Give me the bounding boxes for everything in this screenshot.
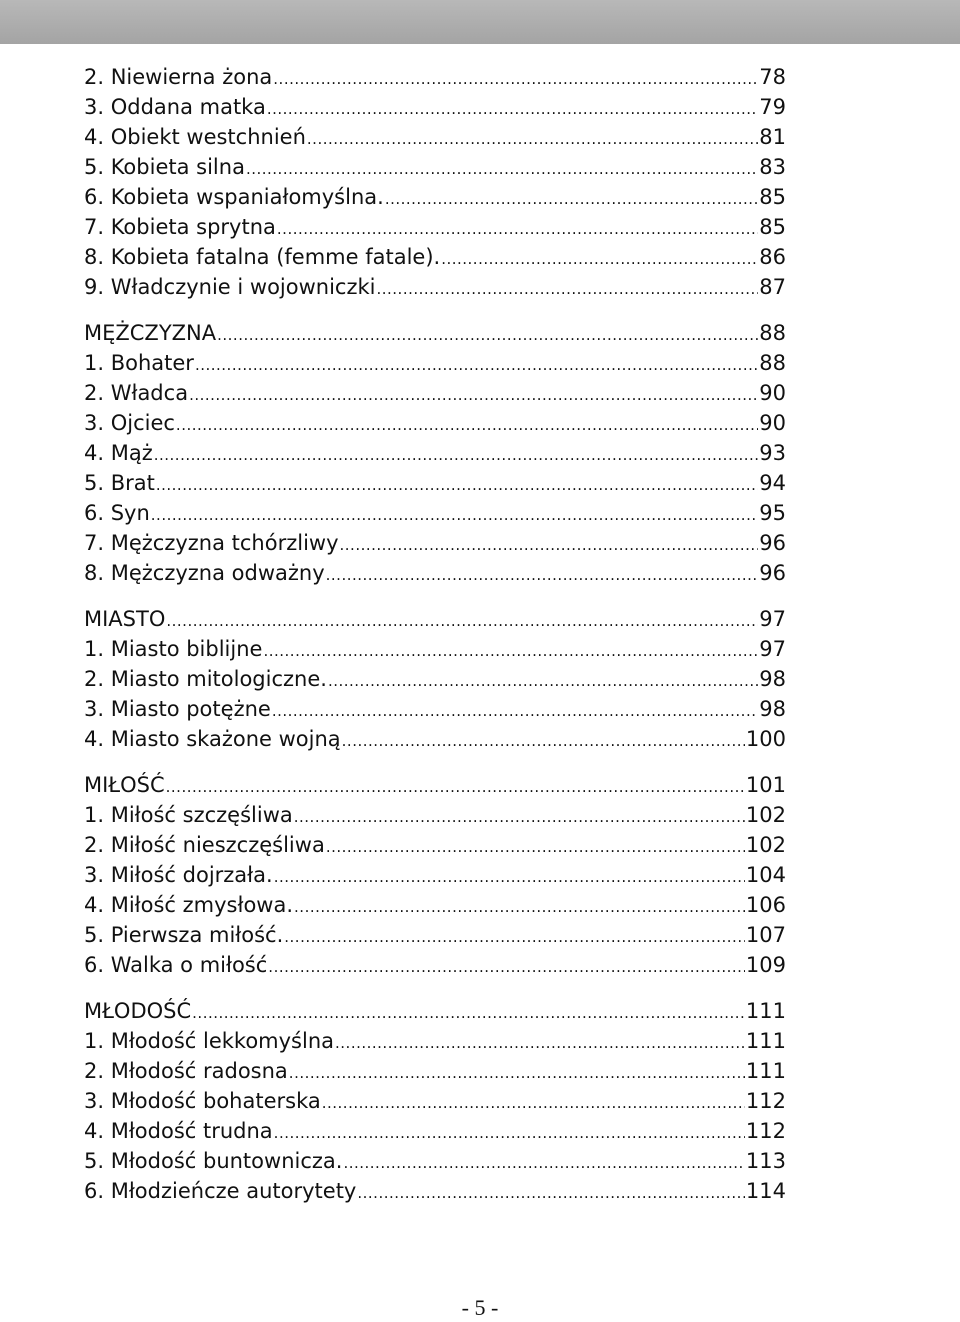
toc-entry-page: 102 xyxy=(745,833,786,857)
toc-entry xyxy=(84,1176,786,1206)
dot-leader xyxy=(166,604,758,636)
toc-entry xyxy=(84,664,786,694)
toc-section xyxy=(84,996,786,1206)
toc-entry-label: 3. Oddana matka xyxy=(84,95,266,119)
toc-entry-label: MŁODOŚĆ xyxy=(84,999,192,1023)
toc-entry-page: 97 xyxy=(759,637,786,661)
toc-entry-label: 1. Miłość szczęśliwa xyxy=(84,803,293,827)
dot-leader xyxy=(156,468,758,500)
table-of-contents xyxy=(84,62,786,1222)
dot-leader xyxy=(274,1116,745,1148)
dot-leader xyxy=(340,528,759,560)
dot-leader xyxy=(154,438,759,470)
toc-entry xyxy=(84,800,786,830)
toc-entry xyxy=(84,378,786,408)
toc-entry xyxy=(84,348,786,378)
toc-entry-label: 5. Pierwsza miłość. xyxy=(84,923,284,947)
toc-entry-page: 90 xyxy=(759,411,786,435)
toc-entry xyxy=(84,408,786,438)
toc-entry-label: 5. Brat xyxy=(84,471,155,495)
toc-entry-label: 2. Młodość radosna xyxy=(84,1059,288,1083)
toc-entry xyxy=(84,558,786,588)
toc-entry-label: 6. Kobieta wspaniałomyślna. xyxy=(84,185,384,209)
toc-section xyxy=(84,62,786,302)
dot-leader xyxy=(294,890,745,922)
dot-leader xyxy=(274,860,745,892)
dot-leader xyxy=(189,378,758,410)
toc-entry xyxy=(84,272,786,302)
toc-entry-page: 79 xyxy=(759,95,786,119)
dot-leader xyxy=(263,634,758,666)
toc-entry-label: 5. Młodość buntownicza. xyxy=(84,1149,343,1173)
toc-entry-label: 3. Miłość dojrzała. xyxy=(84,863,273,887)
toc-entry-page: 93 xyxy=(759,441,786,465)
toc-entry-label: MIASTO xyxy=(84,607,166,631)
toc-entry-label: 4. Mąż xyxy=(84,441,153,465)
toc-entry-label: 6. Walka o miłość xyxy=(84,953,268,977)
dot-leader xyxy=(176,408,758,440)
toc-entry xyxy=(84,770,786,800)
toc-entry-label: 4. Obiekt westchnień xyxy=(84,125,306,149)
toc-entry-page: 94 xyxy=(759,471,786,495)
toc-entry-page: 87 xyxy=(759,275,786,299)
toc-entry-label: 6. Młodzieńcze autorytety xyxy=(84,1179,357,1203)
top-bar xyxy=(0,0,960,44)
toc-entry xyxy=(84,724,786,754)
toc-entry xyxy=(84,1116,786,1146)
toc-entry-page: 112 xyxy=(745,1089,786,1113)
toc-entry-page: 86 xyxy=(759,245,786,269)
toc-entry-label: 9. Władczynie i wojowniczki xyxy=(84,275,376,299)
dot-leader xyxy=(192,996,745,1028)
toc-entry-label: MIŁOŚĆ xyxy=(84,773,165,797)
toc-entry-page: 113 xyxy=(745,1149,786,1173)
dot-leader xyxy=(322,1086,745,1118)
toc-entry-page: 101 xyxy=(745,773,786,797)
toc-entry xyxy=(84,528,786,558)
toc-section xyxy=(84,770,786,980)
dot-leader xyxy=(267,92,758,124)
toc-entry-page: 85 xyxy=(759,185,786,209)
toc-entry-label: MĘŻCZYZNA xyxy=(84,321,217,345)
toc-entry-page: 97 xyxy=(759,607,786,631)
toc-entry-page: 98 xyxy=(759,667,786,691)
toc-entry-page: 96 xyxy=(759,531,786,555)
dot-leader xyxy=(284,920,745,952)
toc-entry-page: 81 xyxy=(759,125,786,149)
toc-entry-label: 1. Młodość lekkomyślna xyxy=(84,1029,335,1053)
toc-entry-page: 104 xyxy=(745,863,786,887)
toc-entry xyxy=(84,92,786,122)
toc-entry xyxy=(84,1056,786,1086)
toc-entry-label: 8. Kobieta fatalna (femme fatale). xyxy=(84,245,441,269)
toc-entry-page: 107 xyxy=(745,923,786,947)
toc-entry-label: 3. Miasto potężne xyxy=(84,697,271,721)
toc-entry-page: 88 xyxy=(759,321,786,345)
toc-entry-label: 4. Miłość zmysłowa. xyxy=(84,893,294,917)
toc-entry-page: 112 xyxy=(745,1119,786,1143)
toc-entry-page: 96 xyxy=(759,561,786,585)
toc-entry xyxy=(84,122,786,152)
toc-entry-page: 111 xyxy=(745,1059,786,1083)
toc-entry-label: 7. Kobieta sprytna xyxy=(84,215,276,239)
toc-entry-page: 109 xyxy=(745,953,786,977)
toc-entry xyxy=(84,604,786,634)
toc-entry xyxy=(84,694,786,724)
dot-leader xyxy=(326,830,745,862)
toc-entry-page: 98 xyxy=(759,697,786,721)
dot-leader xyxy=(273,62,758,94)
dot-leader xyxy=(342,724,745,756)
dot-leader xyxy=(343,1146,744,1178)
toc-entry xyxy=(84,318,786,348)
toc-entry-label: 8. Mężczyzna odważny xyxy=(84,561,325,585)
dot-leader xyxy=(246,152,758,184)
dot-leader xyxy=(294,800,745,832)
toc-entry xyxy=(84,242,786,272)
toc-entry xyxy=(84,634,786,664)
toc-entry-label: 3. Ojciec xyxy=(84,411,175,435)
toc-entry xyxy=(84,920,786,950)
toc-entry xyxy=(84,1146,786,1176)
toc-entry xyxy=(84,498,786,528)
toc-entry-label: 2. Miłość nieszczęśliwa xyxy=(84,833,325,857)
toc-entry-label: 1. Miasto biblijne xyxy=(84,637,263,661)
toc-entry xyxy=(84,62,786,92)
toc-entry-label: 5. Kobieta silna xyxy=(84,155,245,179)
toc-entry-label: 1. Bohater xyxy=(84,351,194,375)
dot-leader xyxy=(307,122,758,154)
toc-entry-label: 4. Miasto skażone wojną xyxy=(84,727,341,751)
toc-entry xyxy=(84,1086,786,1116)
toc-entry-label: 2. Władca xyxy=(84,381,189,405)
toc-section xyxy=(84,604,786,754)
toc-entry-page: 106 xyxy=(745,893,786,917)
toc-entry xyxy=(84,996,786,1026)
toc-entry-page: 78 xyxy=(759,65,786,89)
toc-entry xyxy=(84,950,786,980)
toc-entry-page: 100 xyxy=(745,727,786,751)
dot-leader xyxy=(166,770,745,802)
page-number: - 5 - xyxy=(461,1295,499,1320)
dot-leader xyxy=(441,242,758,274)
toc-entry-label: 6. Syn xyxy=(84,501,150,525)
dot-leader xyxy=(376,272,758,304)
toc-entry xyxy=(84,212,786,242)
dot-leader xyxy=(289,1056,745,1088)
toc-section xyxy=(84,318,786,588)
toc-entry-page: 85 xyxy=(759,215,786,239)
dot-leader xyxy=(357,1176,745,1208)
toc-entry-label: 7. Mężczyzna tchórzliwy xyxy=(84,531,339,555)
toc-entry-page: 111 xyxy=(745,1029,786,1053)
toc-entry xyxy=(84,438,786,468)
toc-entry-label: 3. Młodość bohaterska xyxy=(84,1089,321,1113)
dot-leader xyxy=(217,318,758,350)
dot-leader xyxy=(335,1026,745,1058)
toc-entry-page: 102 xyxy=(745,803,786,827)
toc-entry xyxy=(84,468,786,498)
dot-leader xyxy=(326,558,759,590)
dot-leader xyxy=(277,212,758,244)
dot-leader xyxy=(385,182,758,214)
toc-entry xyxy=(84,182,786,212)
dot-leader xyxy=(151,498,758,530)
toc-entry-label: 4. Młodość trudna xyxy=(84,1119,273,1143)
toc-entry xyxy=(84,152,786,182)
dot-leader xyxy=(272,694,758,726)
toc-entry-page: 83 xyxy=(759,155,786,179)
dot-leader xyxy=(195,348,758,380)
toc-entry-page: 111 xyxy=(745,999,786,1023)
toc-entry-page: 90 xyxy=(759,381,786,405)
toc-entry-page: 114 xyxy=(745,1179,786,1203)
toc-entry xyxy=(84,830,786,860)
dot-leader xyxy=(268,950,745,982)
toc-entry-page: 95 xyxy=(759,501,786,525)
toc-entry-label: 2. Miasto mitologiczne. xyxy=(84,667,327,691)
toc-entry-page: 88 xyxy=(759,351,786,375)
toc-entry xyxy=(84,890,786,920)
toc-entry xyxy=(84,860,786,890)
dot-leader xyxy=(328,664,758,696)
toc-entry-label: 2. Niewierna żona xyxy=(84,65,273,89)
toc-entry xyxy=(84,1026,786,1056)
